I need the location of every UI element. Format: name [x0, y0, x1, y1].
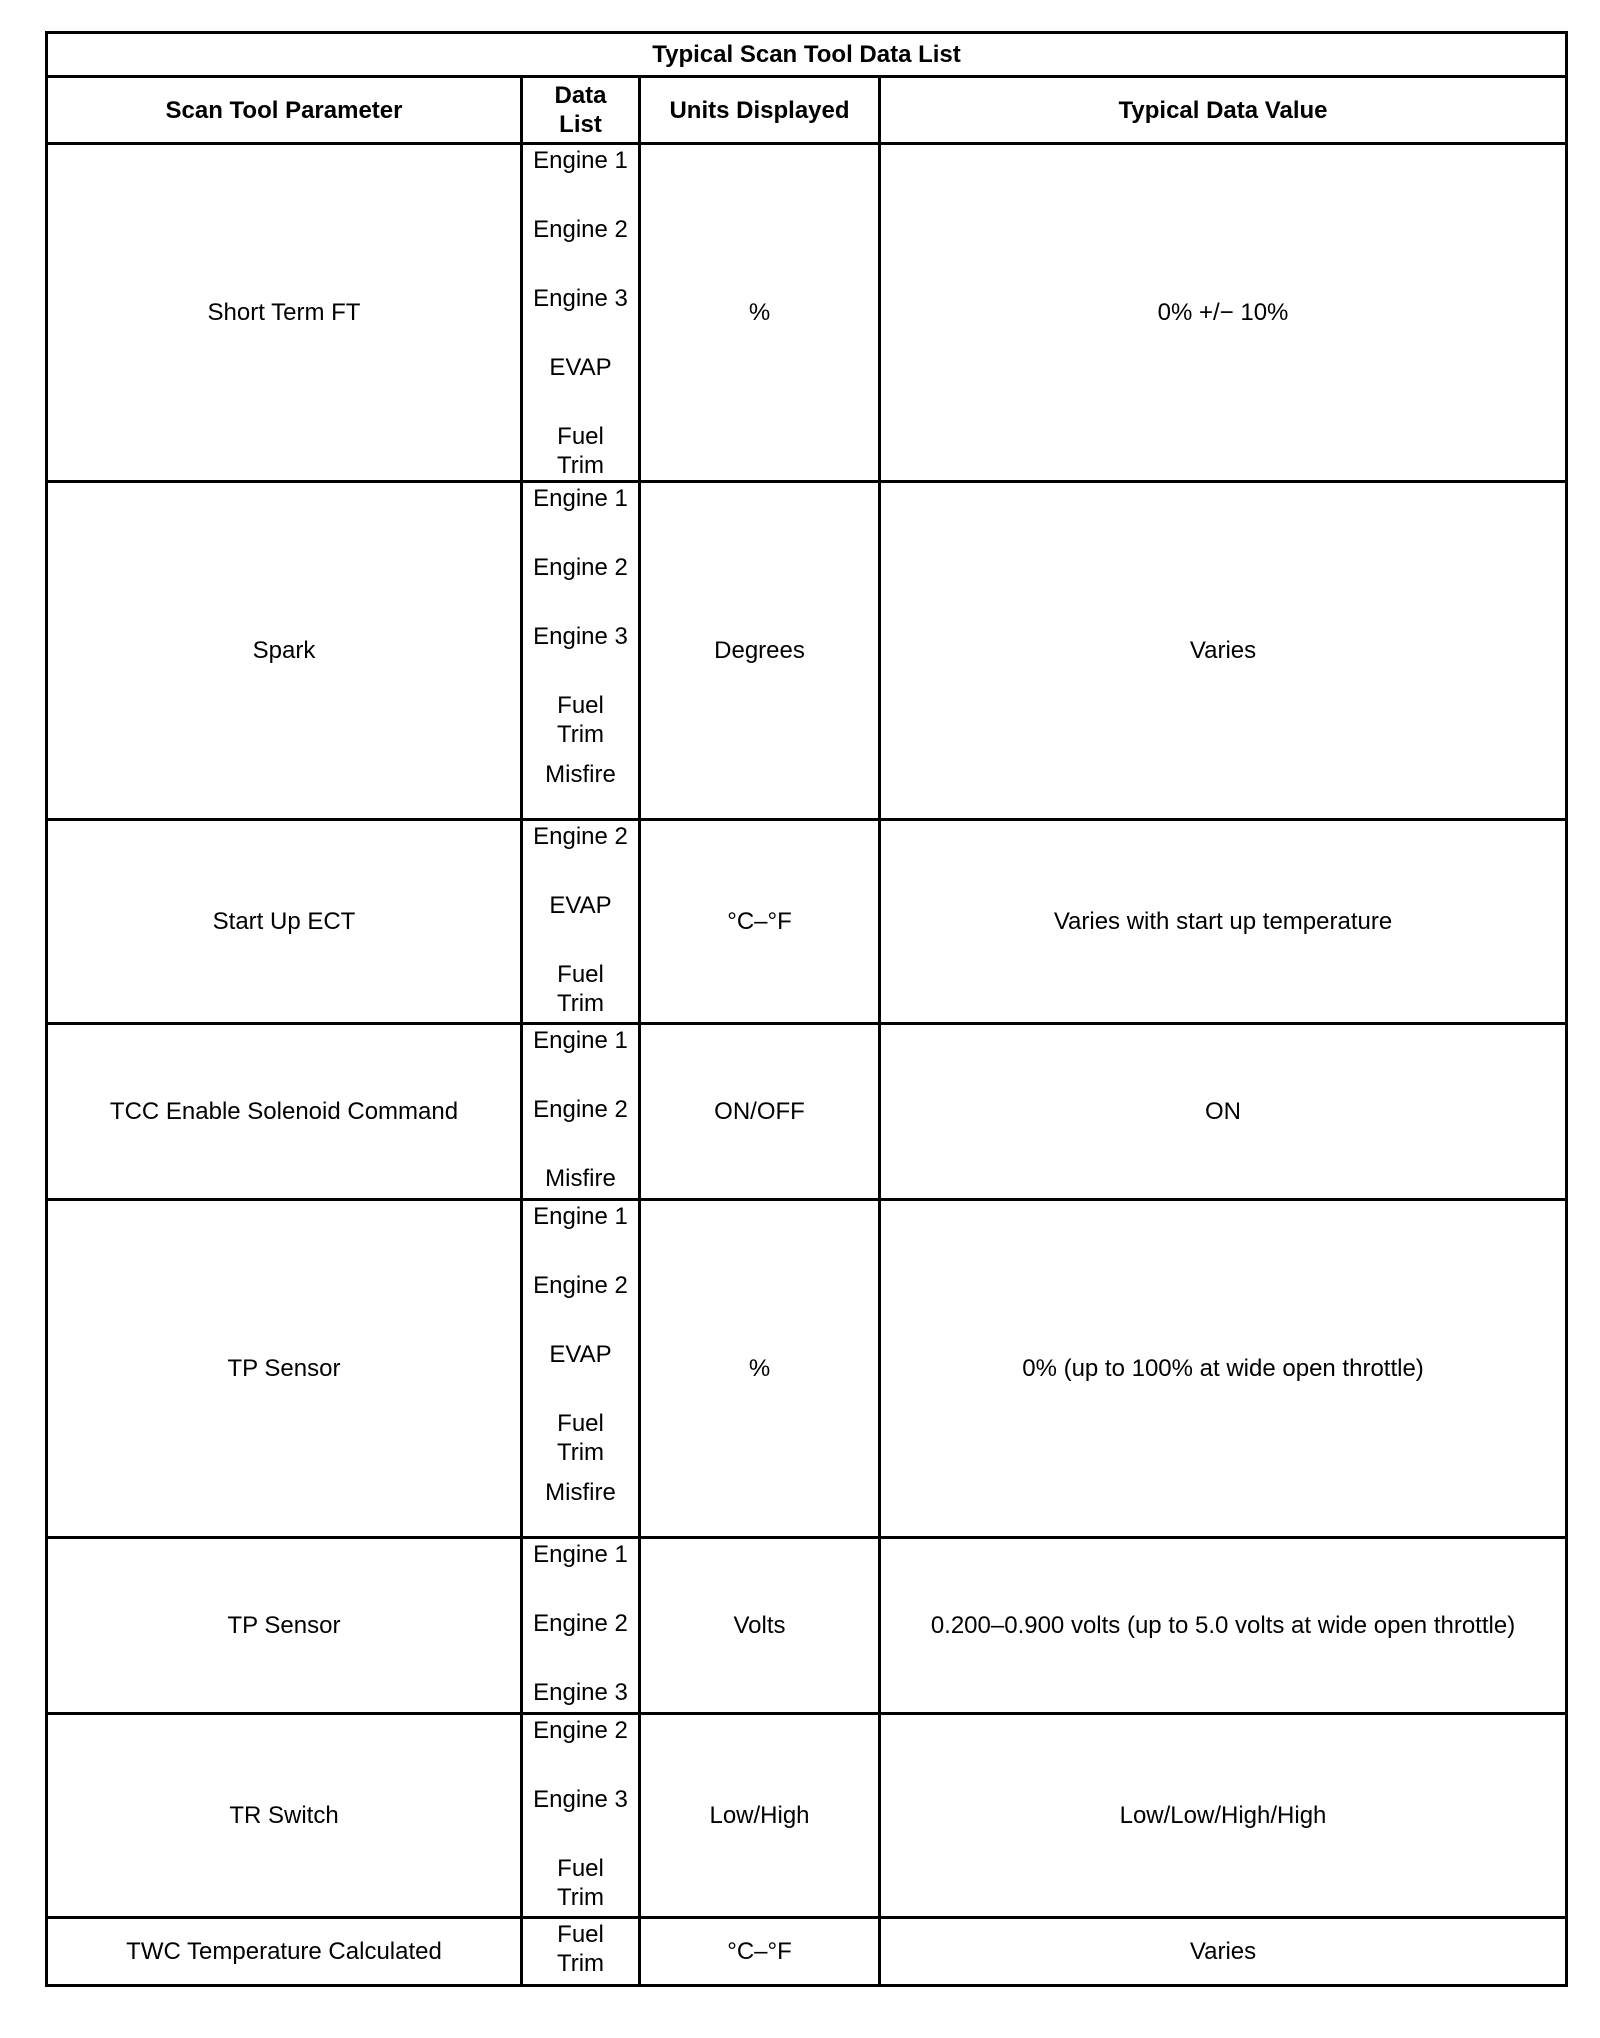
data-list-item: Engine 2 — [533, 1610, 628, 1637]
data-list-item: EVAP — [549, 354, 612, 381]
data-list-cell — [522, 1024, 640, 1200]
data-list-item: Engine 2 — [533, 823, 628, 850]
units-cell: Volts — [640, 1538, 880, 1714]
table-title: Typical Scan Tool Data List — [47, 33, 1567, 77]
parameter-cell: Short Term FT — [47, 144, 522, 482]
data-list-item: Engine 2 — [533, 554, 628, 581]
data-list-item: Fuel Trim — [556, 961, 605, 1017]
header-data-list-label: Data List — [554, 82, 607, 138]
data-list-cell — [522, 820, 640, 1024]
units-cell: Low/High — [640, 1714, 880, 1918]
data-list-item: Engine 2 — [533, 1717, 628, 1744]
data-list-item: EVAP — [549, 1341, 612, 1368]
data-list-item: Fuel Trim — [556, 423, 605, 479]
data-list-item: Misfire — [545, 1165, 616, 1192]
parameter-cell: Start Up ECT — [47, 820, 522, 1024]
data-list-item: Engine 1 — [533, 1541, 628, 1568]
data-list-item: Fuel Trim — [556, 1855, 605, 1911]
units-cell: °C–°F — [640, 820, 880, 1024]
parameter-cell: TP Sensor — [47, 1200, 522, 1538]
data-list-item: Fuel Trim — [556, 692, 605, 748]
header-units: Units Displayed — [640, 77, 880, 144]
data-list-item: Engine 1 — [533, 147, 628, 174]
data-list-cell — [522, 1918, 640, 1986]
table-body — [47, 144, 1567, 1986]
header-data-list — [522, 77, 640, 144]
data-list-item: EVAP — [549, 892, 612, 919]
value-cell: Varies — [880, 1918, 1567, 1986]
units-cell: ON/OFF — [640, 1024, 880, 1200]
header-value: Typical Data Value — [880, 77, 1567, 144]
data-list-item: Fuel Trim — [556, 1410, 605, 1466]
parameter-cell: Spark — [47, 482, 522, 820]
data-list-item: Fuel Trim — [556, 1921, 605, 1977]
value-cell: Varies — [880, 482, 1567, 820]
data-list-item: Misfire — [545, 1479, 616, 1506]
value-cell: Low/Low/High/High — [880, 1714, 1567, 1918]
units-cell: Degrees — [640, 482, 880, 820]
table-row — [47, 1918, 1567, 1986]
data-list-item: Engine 2 — [533, 216, 628, 243]
data-list-cell — [522, 482, 640, 820]
value-cell: 0% (up to 100% at wide open throttle) — [880, 1200, 1567, 1538]
data-list-item: Engine 1 — [533, 485, 628, 512]
table-row — [47, 820, 1567, 1024]
table-row — [47, 482, 1567, 820]
data-list-item: Engine 1 — [533, 1027, 628, 1054]
table-row — [47, 144, 1567, 482]
data-list-cell — [522, 144, 640, 482]
data-list-item: Engine 3 — [533, 285, 628, 312]
units-cell: % — [640, 144, 880, 482]
scan-tool-data-table — [45, 31, 1568, 1987]
parameter-cell: TCC Enable Solenoid Command — [47, 1024, 522, 1200]
value-cell: 0.200–0.900 volts (up to 5.0 volts at wide open throttle) — [880, 1538, 1567, 1714]
table-row — [47, 1714, 1567, 1918]
value-cell: 0% +/− 10% — [880, 144, 1567, 482]
data-list-item: Engine 3 — [533, 1786, 628, 1813]
units-cell: % — [640, 1200, 880, 1538]
units-cell: °C–°F — [640, 1918, 880, 1986]
data-list-item: Engine 1 — [533, 1203, 628, 1230]
value-cell: Varies with start up temperature — [880, 820, 1567, 1024]
table-row — [47, 1200, 1567, 1538]
data-list-item: Engine 3 — [533, 1679, 628, 1706]
data-list-item: Engine 2 — [533, 1096, 628, 1123]
data-list-item: Engine 3 — [533, 623, 628, 650]
data-list-cell — [522, 1538, 640, 1714]
table-row — [47, 1538, 1567, 1714]
data-list-item: Engine 2 — [533, 1272, 628, 1299]
table-row — [47, 1024, 1567, 1200]
data-list-item: Misfire — [545, 761, 616, 788]
header-parameter: Scan Tool Parameter — [47, 77, 522, 144]
parameter-cell: TWC Temperature Calculated — [47, 1918, 522, 1986]
data-list-cell — [522, 1714, 640, 1918]
parameter-cell: TR Switch — [47, 1714, 522, 1918]
parameter-cell: TP Sensor — [47, 1538, 522, 1714]
data-list-cell — [522, 1200, 640, 1538]
value-cell: ON — [880, 1024, 1567, 1200]
